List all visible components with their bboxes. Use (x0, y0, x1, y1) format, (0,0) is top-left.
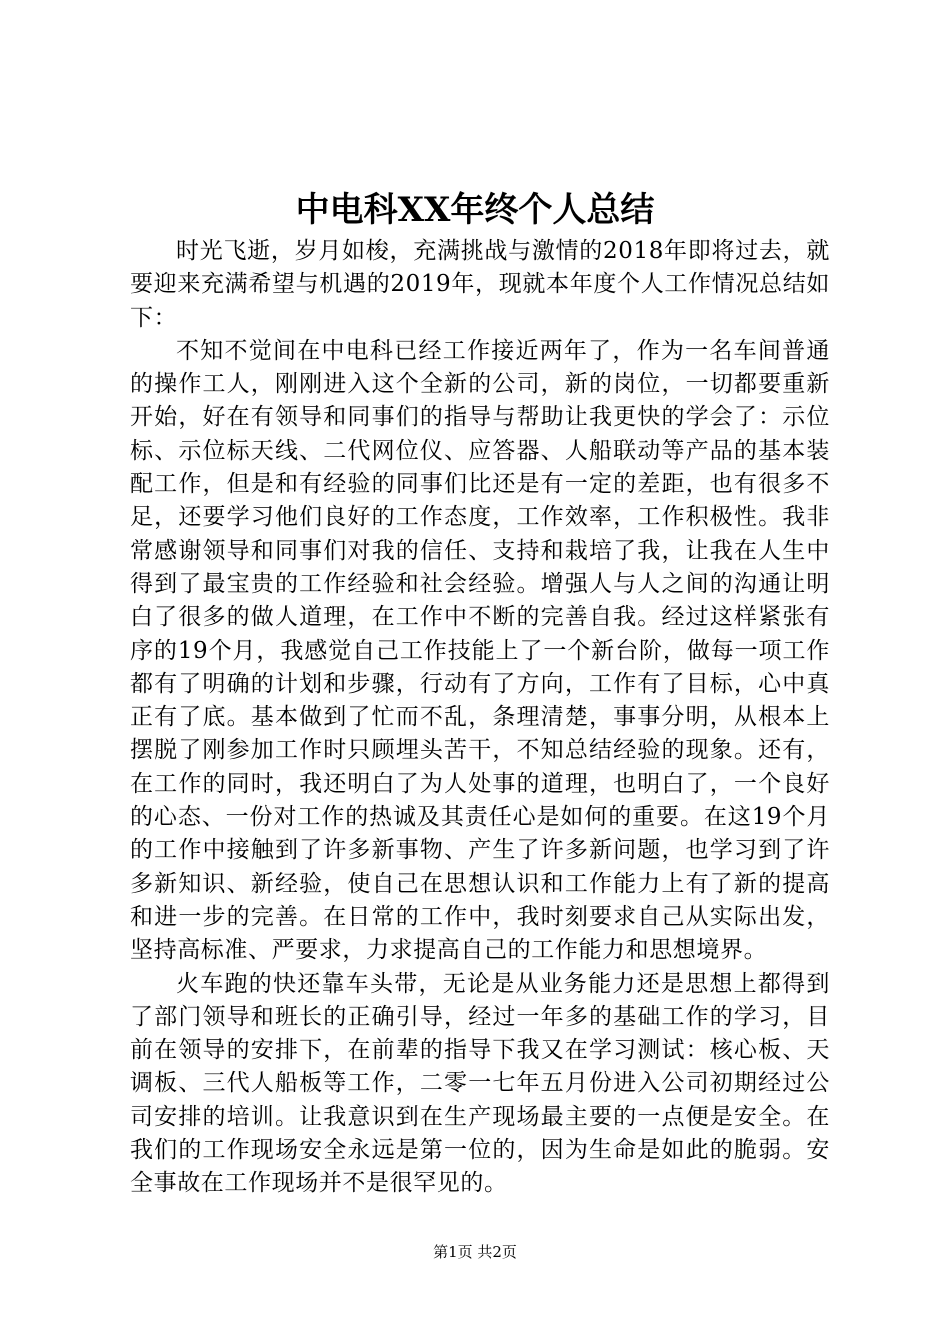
document-title: 中电科XX年终个人总结 (295, 190, 655, 230)
paragraph-intro: 时光飞逝，岁月如梭，充满挑战与激情的2018年即将过去，就要迎来充满希望与机遇的2019年，现就本年度个人工作情况总结如下： (130, 238, 830, 331)
paragraph-guidance-safety: 火车跑的快还靠车头带，无论是从业务能力还是思想上都得到了部门领导和班长的正确引导，经过一年多的基础工作的学习，目前在领导的安排下，在前辈的指导下我又在学习测试：核心板、天调板、三代人船板等工作，二零一七年五月份进入公司初期经过公司安排的培训。让我意识到在生产现场最主要的一点便是安全。在我们的工作现场安全永远是第一位的，因为生命是如此的脆弱。安全事故在工作现场并不是很罕见的。 (130, 970, 830, 1197)
page-footer: 第1页 共2页 (433, 1243, 517, 1261)
paragraph-work-experience: 不知不觉间在中电科已经工作接近两年了，作为一名车间普通的操作工人，刚刚进入这个全新的公司，新的岗位，一切都要重新开始，好在有领导和同事们的指导与帮助让我更快的学会了：示位标、示位标天线、二代网位仪、应答器、人船联动等产品的基本装配工作，但是和有经验的同事们比还是有一定的差距，也有很多不足，还要学习他们良好的工作态度，工作效率，工作积极性。我非常感谢领导和同事们对我的信任、支持和栽培了我，让我在人生中得到了最宝贵的工作经验和社会经验。增强人与人之间的沟通让明白了很多的做人道理，在工作中不断的完善自我。经过这样紧张有序的19个月，我感觉自己工作技能上了一个新台阶，做每一项工作都有了明确的计划和步骤，行动有了方向，工作有了目标，心中真正有了底。基本做到了忙而不乱，条理清楚，事事分明，从根本上摆脱了刚参加工作时只顾埋头苦干，不知总结经验的现象。还有，在工作的同时，我还明白了为人处事的道理，也明白了，一个良好的心态、一份对工作的热诚及其责任心是如何的重要。在这19个月的工作中接触到了许多新事物、产生了许多新问题，也学习到了许多新知识、新经验，使自己在思想认识和工作能力上有了新的提高和进一步的完善。在日常的工作中，我时刻要求自己从实际出发，坚持高标准、严要求，力求提高自己的工作能力和思想境界。 (130, 337, 830, 964)
document-body (130, 235, 830, 1201)
